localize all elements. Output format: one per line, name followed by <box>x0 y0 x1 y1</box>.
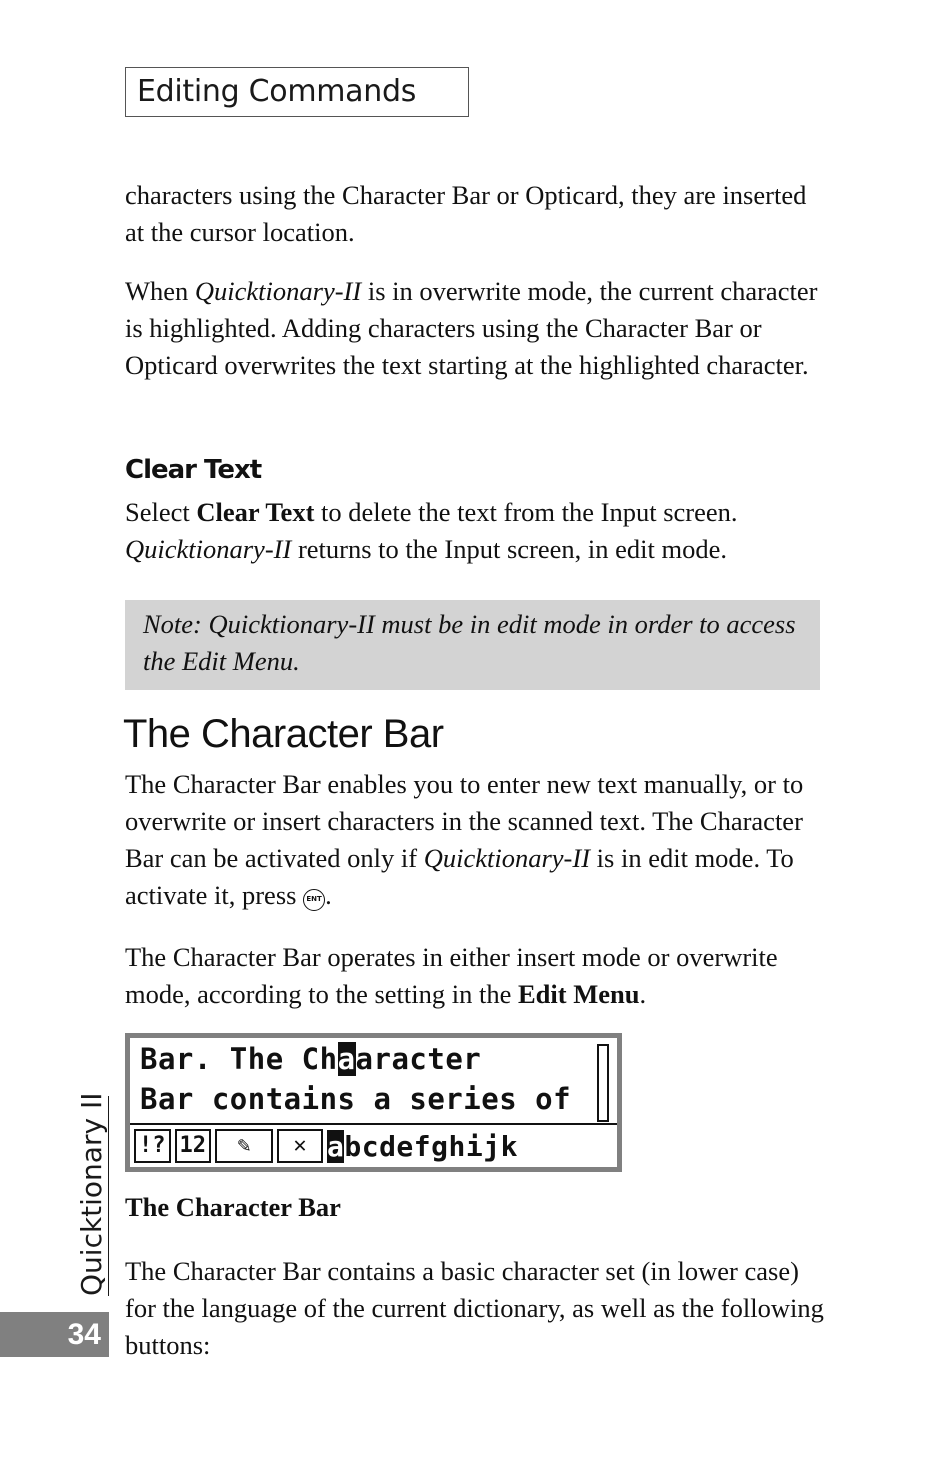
lcd-text-line-1 <box>140 1042 481 1076</box>
ent-key-icon: ENT <box>303 889 325 911</box>
product-name: Quicktionary-II <box>423 843 591 873</box>
text-run: The Character Bar operates in either insert mode or overwrite mode, according to the setting in the <box>125 942 778 1009</box>
lcd-text-run: aracter <box>355 1042 482 1076</box>
paragraph-insert-mode: characters using the Character Bar or Opticard, they are inserted at the cursor location. <box>125 180 807 247</box>
product-name: Quicktionary-II <box>194 276 362 306</box>
text-run: is in edit mode. To activate it, press <box>125 843 794 910</box>
clear-text-heading: Clear Text <box>125 455 262 485</box>
bold-term: Edit Menu <box>517 979 640 1009</box>
lcd-screen <box>130 1038 617 1167</box>
figure-caption: The Character Bar <box>125 1192 341 1222</box>
product-name: Quicktionary-II <box>125 534 292 564</box>
text-run: When <box>125 276 195 306</box>
text-run: The Character Bar enables you to enter new text manually, or to overwrite or insert characters in the scanned text. The Character Bar can be activated only if <box>125 769 804 873</box>
text-run: . <box>325 880 332 910</box>
text-run: returns to the Input screen, in edit mode. <box>291 534 727 564</box>
symbols-button: !? <box>134 1129 171 1163</box>
text-run: to delete the text from the Input screen. <box>314 497 738 527</box>
page-number: 34 <box>0 1312 109 1357</box>
paragraph-character-set: The Character Bar contains a basic character set (in lower case) for the language of the current dictionary, as well as the following buttons: <box>125 1256 824 1360</box>
note-box: Note: Quicktionary-II must be in edit mode in order to access the Edit Menu. <box>125 600 820 690</box>
lcd-scrollbar <box>597 1044 609 1122</box>
paragraph-character-bar-intro <box>125 766 825 914</box>
section-title: The Character Bar <box>123 712 444 756</box>
character-bar-screenshot <box>125 1033 622 1172</box>
pin-icon: ✎ <box>215 1129 273 1163</box>
paragraph-character-bar-modes <box>125 939 825 1013</box>
text-run: is in overwrite mode, the current character is highlighted. Adding characters using the Character Bar or Opticard overwrites the text starting at the highlighted character. <box>125 276 818 380</box>
paragraph-overwrite-mode <box>125 273 825 384</box>
close-icon: ✕ <box>277 1129 323 1163</box>
text-run: Select <box>125 497 197 527</box>
lcd-text-line-2: Bar contains a series of <box>140 1082 572 1116</box>
bold-term: Clear Text <box>196 497 315 527</box>
running-header: Editing Commands <box>125 67 469 117</box>
text-run: . <box>639 979 647 1009</box>
lcd-chars: bcdefghijk <box>344 1129 518 1163</box>
side-product-label: Quicktionary II <box>75 1092 108 1296</box>
paragraph-clear-text <box>125 494 825 568</box>
numbers-button: 12 <box>175 1129 212 1163</box>
lcd-cursor: a <box>337 1042 356 1076</box>
lcd-character-list <box>327 1130 518 1163</box>
lcd-character-bar <box>130 1123 617 1167</box>
lcd-selected-char: a <box>327 1129 345 1163</box>
lcd-text-run: Bar. The Ch <box>140 1042 338 1076</box>
